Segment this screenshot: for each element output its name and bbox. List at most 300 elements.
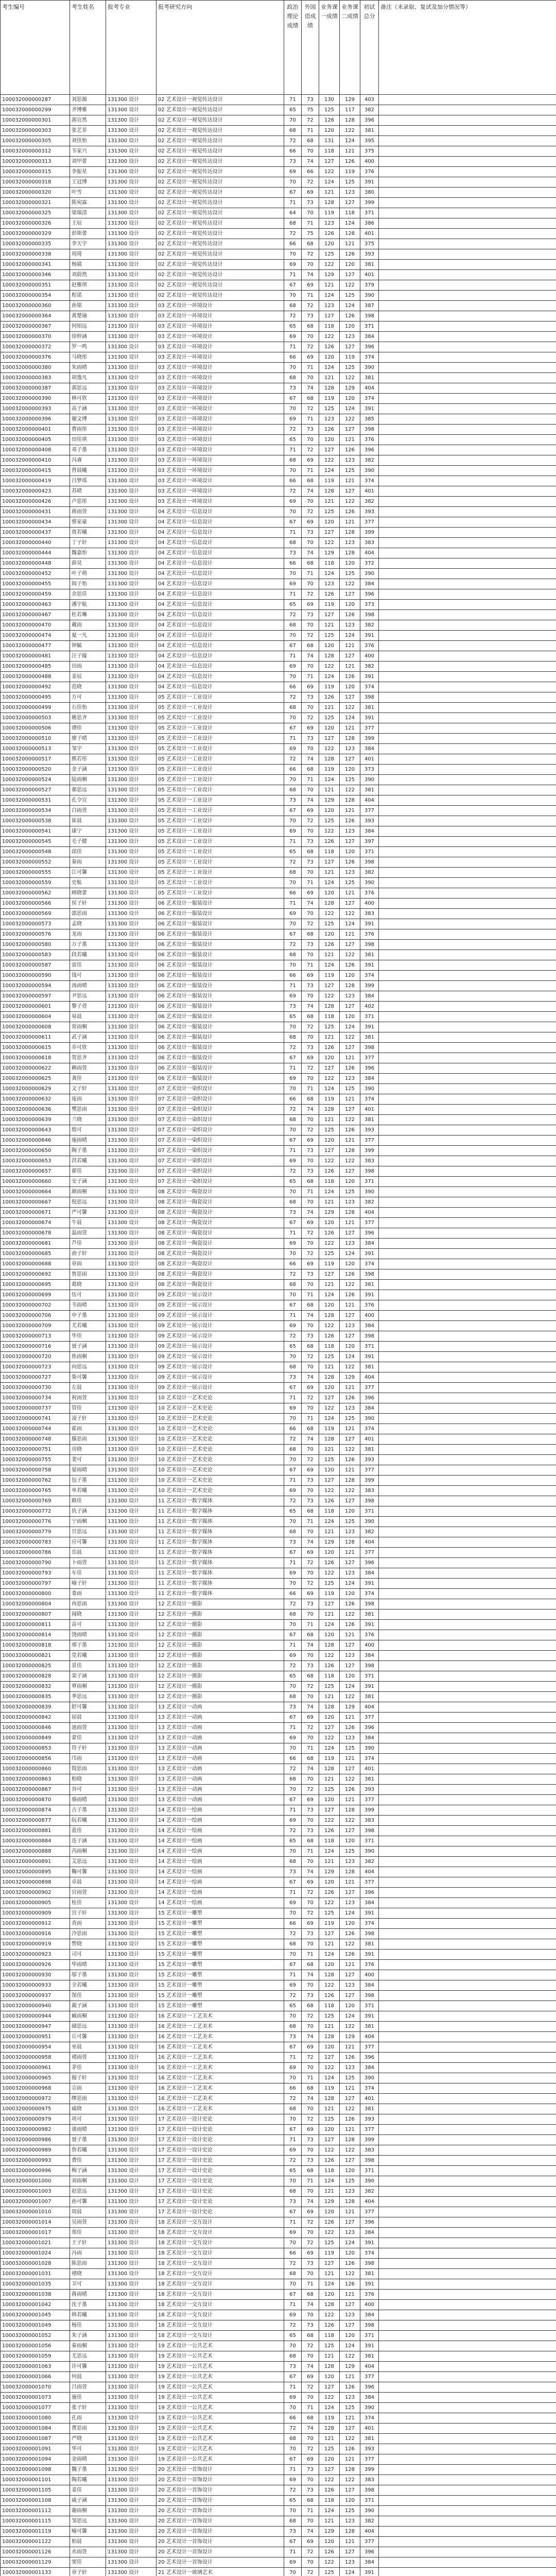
cell-course2: 123 — [340, 1321, 360, 1331]
cell-total: 401 — [360, 1105, 379, 1115]
table-row — [1, 2032, 556, 2042]
cell-politics: 70 — [284, 2341, 302, 2351]
cell-language: 74 — [302, 795, 319, 806]
cell-language: 68 — [302, 1424, 319, 1434]
cell-total: 396 — [360, 1228, 379, 1239]
cell-direction: 10 艺术设计一艺术史论 — [157, 1414, 284, 1424]
cell-direction: 06 艺术设计一服装设计 — [157, 1063, 284, 1074]
cell-course1: 119 — [319, 1424, 340, 1434]
cell-name: 巫晨 — [70, 2042, 106, 2053]
cell-language: 71 — [302, 672, 319, 682]
cell-language: 70 — [302, 1362, 319, 1372]
cell-total: 374 — [360, 1094, 379, 1105]
cell-major: 131300 设计 — [106, 2382, 157, 2393]
cell-language: 71 — [302, 569, 319, 579]
table-row — [1, 394, 556, 404]
cell-id: 100032000000720 — [1, 1352, 70, 1362]
cell-language: 73 — [302, 198, 319, 208]
cell-course2: 123 — [340, 538, 360, 548]
cell-language: 74 — [302, 651, 319, 662]
cell-remark — [379, 2331, 556, 2341]
cell-language: 71 — [302, 1517, 319, 1527]
cell-course1: 129 — [319, 795, 340, 806]
cell-direction: 19 艺术设计一公共艺术 — [157, 2341, 284, 2351]
cell-major: 131300 设计 — [106, 1713, 157, 1723]
cell-total: 376 — [360, 929, 379, 940]
cell-total: 399 — [360, 198, 379, 208]
cell-remark — [379, 1002, 556, 1012]
cell-course1: 127 — [319, 981, 340, 991]
cell-politics: 68 — [284, 1362, 302, 1372]
cell-total: 384 — [360, 2557, 379, 2568]
table-row — [1, 919, 556, 929]
cell-major: 131300 设计 — [106, 1630, 157, 1640]
cell-remark — [379, 198, 556, 208]
cell-politics: 71 — [284, 2300, 302, 2310]
cell-direction: 02 艺术设计一视觉传达设计 — [157, 270, 284, 280]
cell-id: 100032000000898 — [1, 1877, 70, 1888]
cell-name: 许可馨 — [70, 2362, 106, 2372]
cell-politics: 68 — [284, 1197, 302, 1208]
cell-course1: 127 — [319, 2135, 340, 2145]
cell-name: 裴可 — [70, 1455, 106, 1465]
cell-id: 100032000000629 — [1, 1084, 70, 1094]
cell-politics: 66 — [284, 971, 302, 981]
cell-name: 缪思雨 — [70, 2094, 106, 2104]
cell-course1: 122 — [319, 2145, 340, 2156]
cell-remark — [379, 1228, 556, 1239]
cell-direction: 04 艺术设计一信息设计 — [157, 631, 284, 641]
cell-direction: 09 艺术设计一展示设计 — [157, 1311, 284, 1321]
cell-language: 69 — [302, 352, 319, 363]
cell-course1: 120 — [319, 641, 340, 651]
cell-language: 69 — [302, 1465, 319, 1476]
cell-major: 131300 设计 — [106, 2300, 157, 2310]
cell-total: 404 — [360, 548, 379, 558]
cell-direction: 19 艺术设计一公共艺术 — [157, 2393, 284, 2403]
cell-major: 131300 设计 — [106, 2022, 157, 2032]
cell-course1: 120 — [319, 2042, 340, 2053]
cell-course1: 120 — [319, 1136, 340, 1146]
table-row — [1, 1805, 556, 1816]
cell-name: 常雨桐 — [70, 1022, 106, 1032]
cell-politics: 71 — [284, 95, 302, 105]
table-row — [1, 260, 556, 270]
cell-politics: 65 — [284, 1177, 302, 1187]
cell-name: 樊思雨 — [70, 1105, 106, 1115]
cell-course2: 124 — [340, 631, 360, 641]
cell-language: 72 — [302, 1393, 319, 1403]
cell-course2: 129 — [340, 2362, 360, 2372]
cell-course2: 129 — [340, 1372, 360, 1383]
cell-politics: 67 — [284, 1136, 302, 1146]
cell-course1: 119 — [319, 765, 340, 775]
cell-course2: 122 — [340, 1156, 360, 1166]
cell-remark — [379, 394, 556, 404]
cell-name: 石佳怡 — [70, 703, 106, 713]
cell-name: 熊若彤 — [70, 754, 106, 765]
table-row — [1, 1290, 556, 1300]
cell-major: 131300 设计 — [106, 1228, 157, 1239]
cell-politics: 71 — [284, 1393, 302, 1403]
cell-remark — [379, 291, 556, 301]
cell-course1: 126 — [319, 1331, 340, 1342]
cell-major: 131300 设计 — [106, 1218, 157, 1228]
cell-id: 100032000000587 — [1, 960, 70, 971]
cell-course2: 127 — [340, 754, 360, 765]
cell-course1: 128 — [319, 2424, 340, 2434]
cell-remark — [379, 1589, 556, 1599]
cell-course2: 119 — [340, 352, 360, 363]
cell-direction: 13 艺术设计一动画 — [157, 1733, 284, 1743]
table-row — [1, 2424, 556, 2434]
cell-course1: 126 — [319, 1043, 340, 1053]
cell-id: 100032000001098 — [1, 2465, 70, 2475]
cell-total: 382 — [360, 497, 379, 507]
header-direction: 报考研究方向 — [157, 1, 284, 95]
cell-politics: 67 — [284, 517, 302, 528]
cell-politics: 68 — [284, 950, 302, 960]
cell-name: 赖雨萱 — [70, 1063, 106, 1074]
cell-remark — [379, 1774, 556, 1785]
cell-course1: 128 — [319, 1311, 340, 1321]
cell-course2: 124 — [340, 301, 360, 311]
cell-course2: 124 — [340, 1579, 360, 1589]
cell-course1: 121 — [319, 2022, 340, 2032]
cell-language: 71 — [302, 1187, 319, 1197]
cell-name: 蓝佳 — [70, 1826, 106, 1836]
cell-id: 100032000001105 — [1, 2485, 70, 2496]
cell-course1: 119 — [319, 682, 340, 692]
cell-major: 131300 设计 — [106, 1857, 157, 1867]
cell-major: 131300 设计 — [106, 1754, 157, 1764]
cell-direction: 11 艺术设计一数字媒体 — [157, 1558, 284, 1568]
cell-name: 尤若曦 — [70, 1321, 106, 1331]
cell-direction: 11 艺术设计一数字媒体 — [157, 1496, 284, 1506]
cell-politics: 67 — [284, 2454, 302, 2465]
cell-total: 390 — [360, 775, 379, 785]
cell-direction: 20 艺术设计一首饰设计 — [157, 2485, 284, 2496]
cell-major: 131300 设计 — [106, 497, 157, 507]
cell-course2: 121 — [340, 888, 360, 899]
cell-politics: 71 — [284, 899, 302, 909]
cell-politics: 66 — [284, 239, 302, 249]
cell-remark — [379, 2547, 556, 2557]
cell-language: 69 — [302, 2207, 319, 2217]
cell-name: 秦雨桐 — [70, 2341, 106, 2351]
cell-total: 390 — [360, 1187, 379, 1197]
table-row — [1, 1053, 556, 1063]
cell-direction: 13 艺术设计一动画 — [157, 1713, 284, 1723]
cell-course2: 122 — [340, 497, 360, 507]
cell-language: 73 — [302, 734, 319, 744]
cell-language: 70 — [302, 1321, 319, 1331]
table-row — [1, 239, 556, 249]
cell-id: 100032000000552 — [1, 857, 70, 868]
cell-total: 398 — [360, 1269, 379, 1280]
cell-name: 骆雨晴 — [70, 1795, 106, 1805]
cell-course1: 126 — [319, 2156, 340, 2166]
cell-name: 殷可 — [70, 1125, 106, 1136]
cell-direction: 04 艺术设计一信息设计 — [157, 538, 284, 548]
cell-name: 连子涵 — [70, 1836, 106, 1846]
cell-id: 100032000000573 — [1, 919, 70, 929]
cell-remark — [379, 1053, 556, 1063]
cell-politics: 68 — [284, 1527, 302, 1537]
table-row — [1, 1548, 556, 1558]
cell-language: 71 — [302, 2403, 319, 2413]
cell-language: 70 — [302, 1733, 319, 1743]
cell-course2: 126 — [340, 960, 360, 971]
cell-total: 377 — [360, 1383, 379, 1393]
cell-course1: 126 — [319, 692, 340, 703]
cell-politics: 72 — [284, 1269, 302, 1280]
cell-id: 100032000000608 — [1, 1022, 70, 1032]
cell-politics: 70 — [284, 1785, 302, 1795]
cell-politics: 66 — [284, 1754, 302, 1764]
cell-language: 72 — [302, 1125, 319, 1136]
table-row — [1, 280, 556, 291]
cell-course2: 127 — [340, 342, 360, 352]
table-row — [1, 1970, 556, 1980]
cell-language: 74 — [302, 1537, 319, 1548]
cell-total: 404 — [360, 1208, 379, 1218]
cell-name: 胡逸凡 — [70, 373, 106, 383]
cell-course2: 122 — [340, 2434, 360, 2444]
cell-total: 398 — [360, 1826, 379, 1836]
cell-course1: 127 — [319, 157, 340, 167]
cell-name: 易晨 — [70, 1012, 106, 1022]
cell-remark — [379, 311, 556, 321]
cell-language: 70 — [302, 2145, 319, 2156]
table-row — [1, 126, 556, 136]
cell-course1: 122 — [319, 1156, 340, 1166]
table-row — [1, 1919, 556, 1929]
cell-name: 戚子涵 — [70, 2496, 106, 2506]
cell-id: 100032000000940 — [1, 2001, 70, 2011]
cell-language: 70 — [302, 1774, 319, 1785]
cell-direction: 04 艺术设计一信息设计 — [157, 569, 284, 579]
cell-direction: 03 艺术设计一环境设计 — [157, 445, 284, 455]
cell-course1: 120 — [319, 352, 340, 363]
cell-id: 100032000000562 — [1, 888, 70, 899]
cell-remark — [379, 1280, 556, 1290]
cell-id: 100032000001003 — [1, 2187, 70, 2197]
cell-direction: 12 艺术设计一摄影 — [157, 1692, 284, 1702]
cell-name: 卫可 — [70, 2279, 106, 2290]
cell-major: 131300 设计 — [106, 1290, 157, 1300]
cell-remark — [379, 352, 556, 363]
cell-id: 100032000000916 — [1, 1929, 70, 1939]
cell-id: 100032000000811 — [1, 1620, 70, 1630]
cell-course1: 124 — [319, 1414, 340, 1424]
cell-major: 131300 设计 — [106, 1259, 157, 1269]
cell-total: 383 — [360, 909, 379, 919]
cell-remark — [379, 1331, 556, 1342]
cell-remark — [379, 754, 556, 765]
cell-major: 131300 设计 — [106, 2331, 157, 2341]
cell-direction: 06 艺术设计一服装设计 — [157, 971, 284, 981]
cell-remark — [379, 1496, 556, 1506]
cell-course2: 128 — [340, 1476, 360, 1486]
cell-course2: 123 — [340, 1403, 360, 1414]
cell-total: 398 — [360, 1661, 379, 1671]
cell-total: 404 — [360, 1372, 379, 1383]
cell-name: 岳晨 — [70, 1548, 106, 1558]
cell-course1: 125 — [319, 1455, 340, 1465]
cell-direction: 12 艺术设计一摄影 — [157, 1609, 284, 1620]
cell-name: 尤思远 — [70, 2351, 106, 2362]
cell-course1: 118 — [319, 321, 340, 332]
cell-course2: 121 — [340, 2290, 360, 2300]
cell-remark — [379, 2444, 556, 2454]
cell-remark — [379, 2001, 556, 2011]
table-row — [1, 363, 556, 373]
cell-major: 131300 设计 — [106, 1682, 157, 1692]
cell-language: 70 — [302, 260, 319, 270]
cell-course2: 120 — [340, 1589, 360, 1599]
cell-id: 100032000000972 — [1, 2094, 70, 2104]
cell-total: 390 — [360, 2073, 379, 2083]
cell-politics: 70 — [284, 2238, 302, 2248]
cell-major: 131300 设计 — [106, 1960, 157, 1970]
cell-direction: 08 艺术设计一陶瓷设计 — [157, 1187, 284, 1197]
cell-name: 谢雨桐 — [70, 2506, 106, 2516]
cell-remark — [379, 126, 556, 136]
cell-name: 章子轩 — [70, 2568, 106, 2576]
cell-remark — [379, 2413, 556, 2424]
cell-course1: 120 — [319, 1383, 340, 1393]
cell-total: 384 — [360, 2393, 379, 2403]
cell-name: 贺思齐 — [70, 1053, 106, 1063]
cell-total: 401 — [360, 1764, 379, 1774]
cell-direction: 16 艺术设计一工艺美术 — [157, 2022, 284, 2032]
cell-remark — [379, 1836, 556, 1846]
table-row — [1, 445, 556, 455]
table-row — [1, 1362, 556, 1372]
cell-course2: 123 — [340, 1898, 360, 1908]
table-row — [1, 218, 556, 229]
cell-direction: 11 艺术设计一数字媒体 — [157, 1537, 284, 1548]
cell-politics: 65 — [284, 2331, 302, 2341]
cell-language: 68 — [302, 2166, 319, 2176]
cell-total: 379 — [360, 280, 379, 291]
cell-course1: 130 — [319, 95, 340, 105]
cell-politics: 68 — [284, 868, 302, 878]
cell-course1: 129 — [319, 1537, 340, 1548]
cell-name: 申子墨 — [70, 1311, 106, 1321]
cell-direction: 04 艺术设计一信息设计 — [157, 600, 284, 610]
cell-total: 371 — [360, 1177, 379, 1187]
cell-total: 398 — [360, 2320, 379, 2331]
cell-course2: 125 — [340, 1846, 360, 1857]
cell-politics: 71 — [284, 651, 302, 662]
cell-name: 焦雨桐 — [70, 1352, 106, 1362]
table-row — [1, 1383, 556, 1393]
cell-remark — [379, 95, 556, 105]
cell-major: 131300 设计 — [106, 2125, 157, 2135]
cell-id: 100032000000423 — [1, 486, 70, 497]
cell-id: 100032000000734 — [1, 1393, 70, 1403]
cell-total: 371 — [360, 1836, 379, 1846]
cell-remark — [379, 301, 556, 311]
cell-id: 100032000000622 — [1, 1063, 70, 1074]
cell-name: 毛子健 — [70, 837, 106, 847]
table-row — [1, 1486, 556, 1496]
header-total: 初试总分 — [360, 1, 379, 95]
cell-name: 汪子璇 — [70, 651, 106, 662]
cell-remark — [379, 1795, 556, 1805]
table-row — [1, 868, 556, 878]
cell-course1: 124 — [319, 672, 340, 682]
cell-remark — [379, 1816, 556, 1826]
cell-remark — [379, 2320, 556, 2331]
cell-course2: 121 — [340, 2413, 360, 2424]
cell-major: 131300 设计 — [106, 291, 157, 301]
cell-course2: 124 — [340, 1682, 360, 1692]
cell-language: 69 — [302, 971, 319, 981]
cell-course2: 123 — [340, 1568, 360, 1579]
cell-course1: 127 — [319, 2465, 340, 2475]
table-row — [1, 1579, 556, 1589]
cell-major: 131300 设计 — [106, 1774, 157, 1785]
cell-remark — [379, 1877, 556, 1888]
cell-id: 100032000000527 — [1, 785, 70, 795]
cell-course1: 126 — [319, 1826, 340, 1836]
cell-politics: 73 — [284, 2032, 302, 2042]
cell-id: 100032000000559 — [1, 878, 70, 888]
cell-course2: 120 — [340, 1919, 360, 1929]
cell-language: 73 — [302, 1269, 319, 1280]
cell-direction: 15 艺术设计一雕塑 — [157, 1970, 284, 1980]
cell-course2: 127 — [340, 837, 360, 847]
cell-language: 73 — [302, 2465, 319, 2475]
cell-direction: 10 艺术设计一艺术史论 — [157, 1434, 284, 1445]
cell-id: 100032000000555 — [1, 868, 70, 878]
cell-course1: 123 — [319, 301, 340, 311]
table-row — [1, 548, 556, 558]
cell-course1: 120 — [319, 2125, 340, 2135]
header-id: 考生编号 — [1, 1, 70, 95]
cell-total: 398 — [360, 2485, 379, 2496]
cell-name: 谢文博 — [70, 414, 106, 425]
cell-course2: 122 — [340, 1445, 360, 1455]
table-row — [1, 2187, 556, 2197]
table-row — [1, 2279, 556, 2290]
cell-total: 393 — [360, 1125, 379, 1136]
cell-direction: 08 艺术设计一陶瓷设计 — [157, 1228, 284, 1239]
cell-major: 131300 设计 — [106, 1043, 157, 1053]
cell-total: 387 — [360, 301, 379, 311]
cell-course2: 122 — [340, 2351, 360, 2362]
cell-direction: 11 艺术设计一数字媒体 — [157, 1579, 284, 1589]
cell-politics: 67 — [284, 1630, 302, 1640]
cell-major: 131300 设计 — [106, 383, 157, 394]
cell-total: 382 — [360, 2187, 379, 2197]
cell-total: 401 — [360, 1434, 379, 1445]
cell-language: 71 — [302, 414, 319, 425]
cell-course2: 123 — [340, 744, 360, 754]
cell-name: 喻子轩 — [70, 1579, 106, 1589]
table-row — [1, 2506, 556, 2516]
cell-direction: 03 艺术设计一环境设计 — [157, 383, 284, 394]
cell-course1: 126 — [319, 342, 340, 352]
cell-remark — [379, 280, 556, 291]
cell-politics: 71 — [284, 1558, 302, 1568]
cell-major: 131300 设计 — [106, 126, 157, 136]
cell-major: 131300 设计 — [106, 2527, 157, 2537]
cell-name: 姚思齐 — [70, 713, 106, 723]
